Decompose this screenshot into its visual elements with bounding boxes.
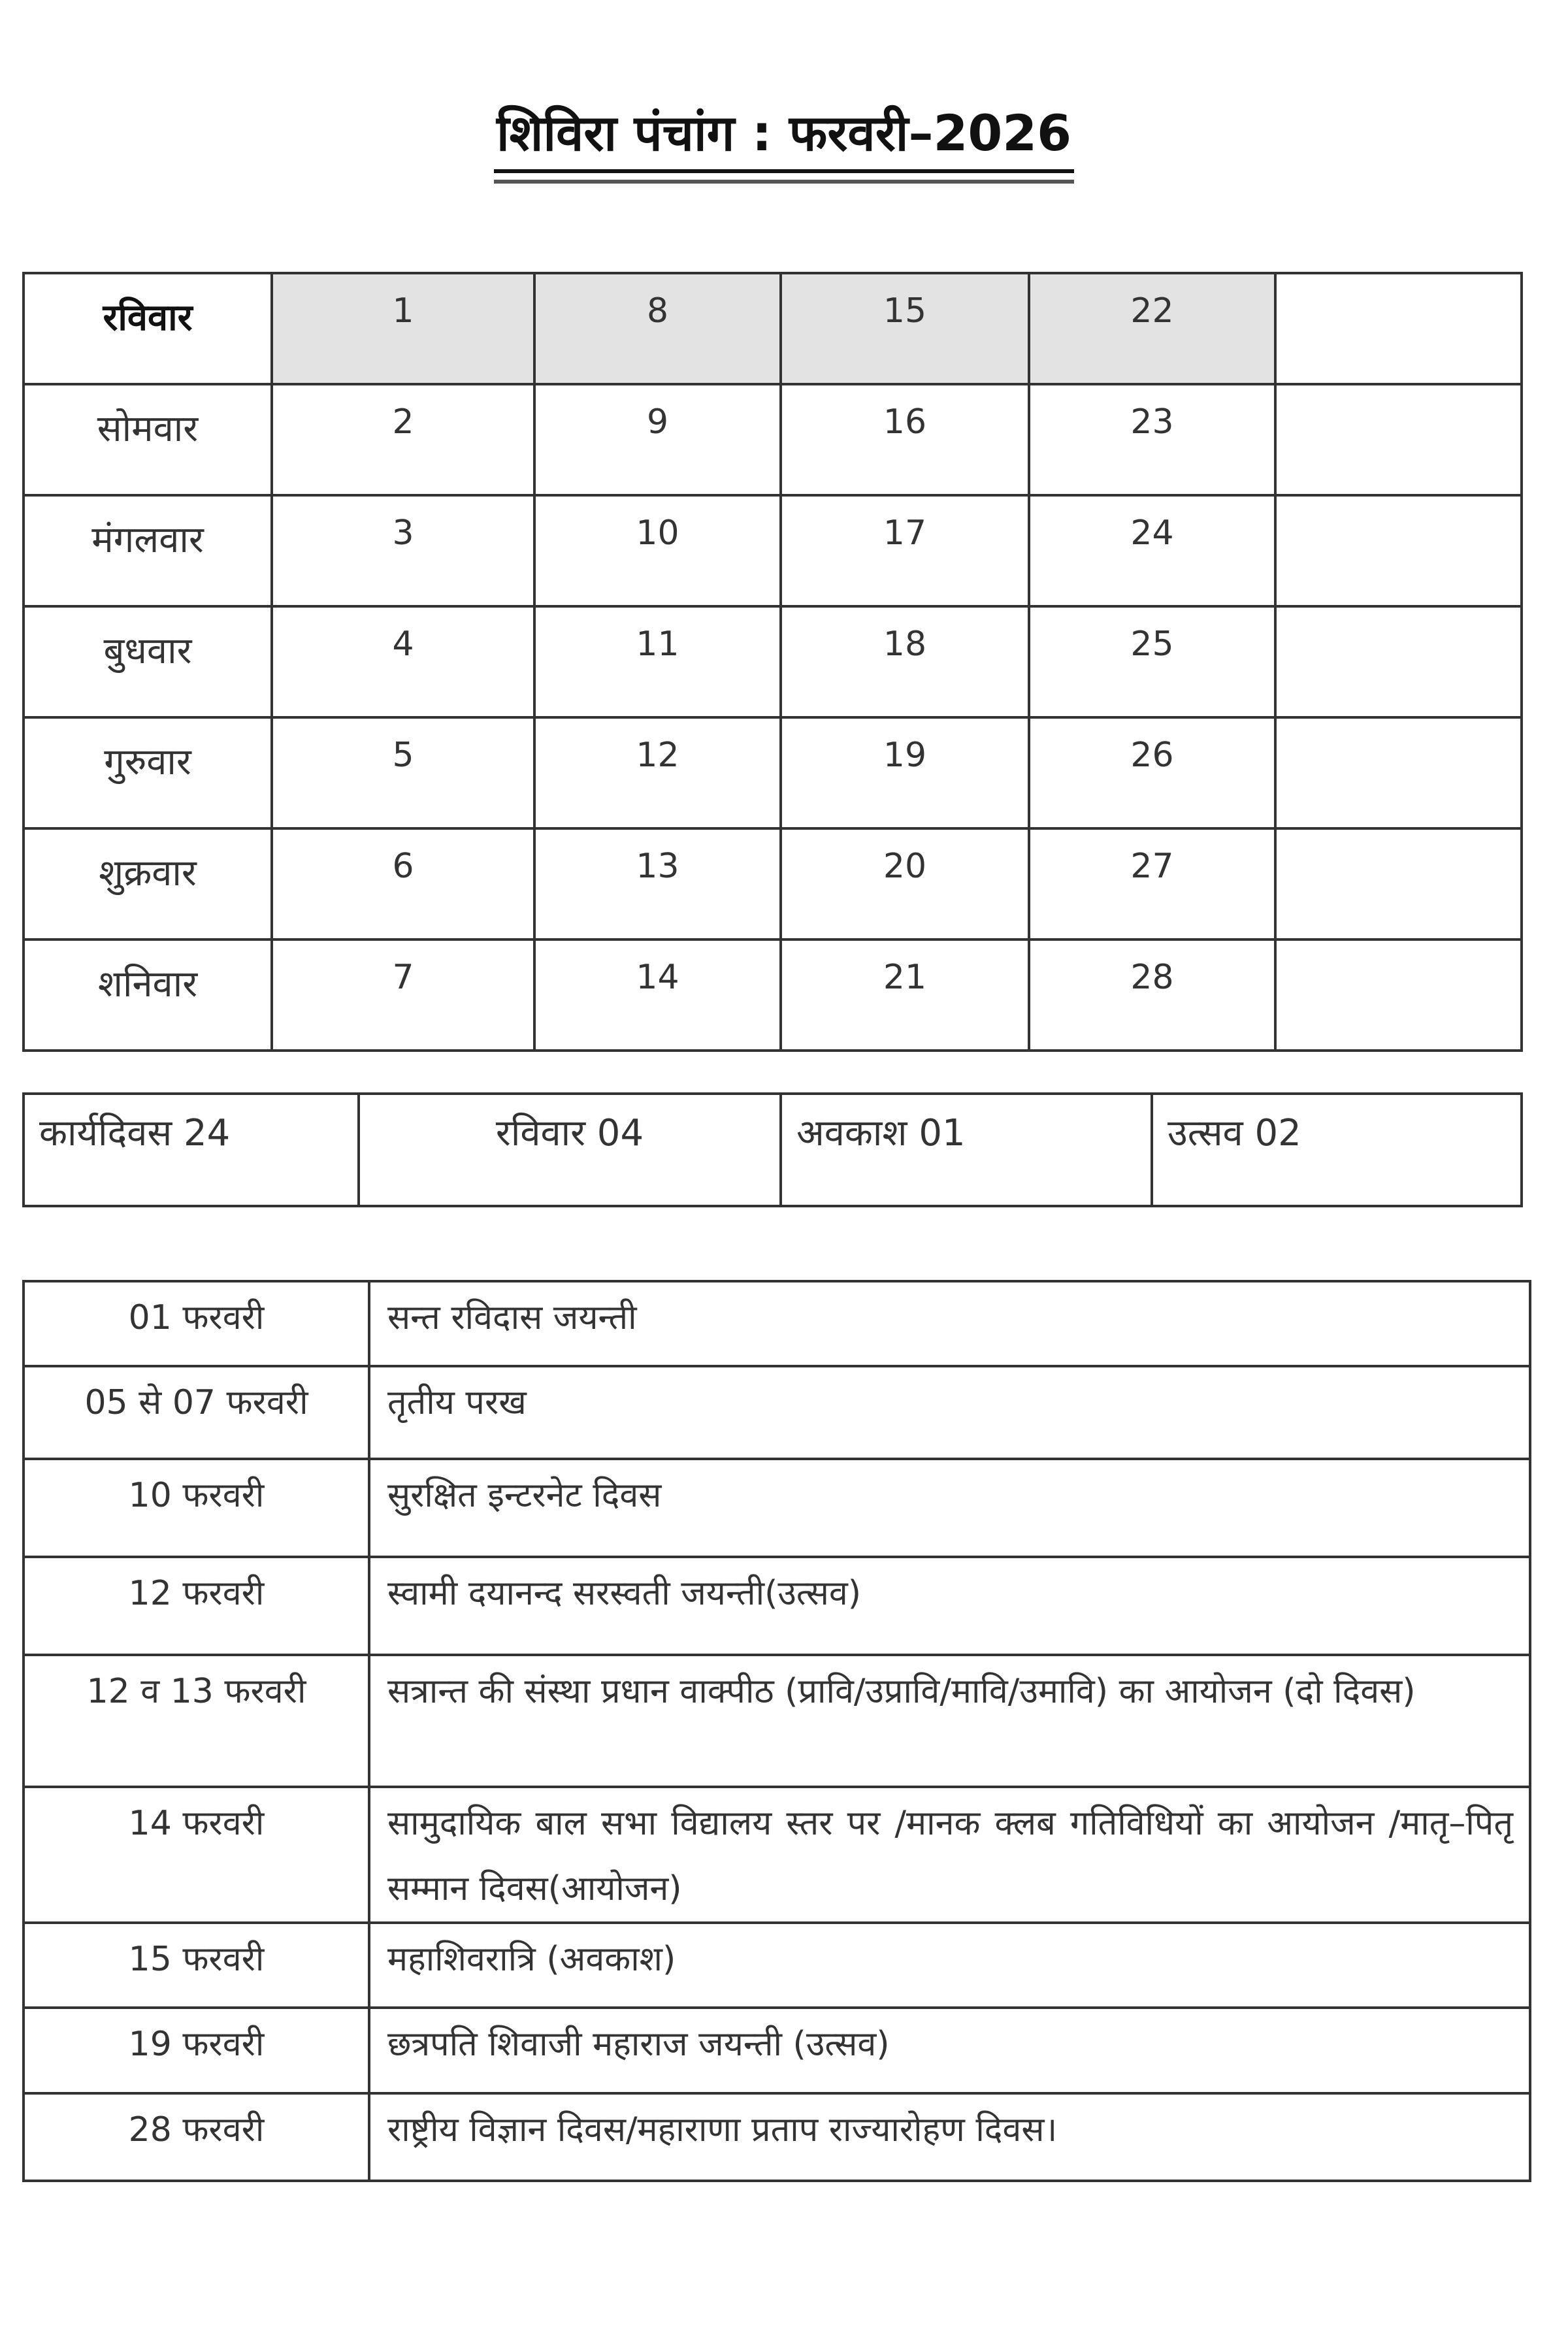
date-cell: 11 <box>534 606 781 717</box>
calendar-table <box>22 272 1523 1052</box>
calendar-row <box>24 606 1522 717</box>
date-cell: 15 <box>781 273 1029 384</box>
event-date: 28 फरवरी <box>24 2093 369 2181</box>
event-row <box>24 2093 1530 2181</box>
summary-row <box>24 1094 1522 1206</box>
event-date: 12 व 13 फरवरी <box>24 1655 369 1787</box>
weekday-label: बुधवार <box>24 606 272 717</box>
event-row <box>24 1366 1530 1459</box>
calendar-row <box>24 717 1522 828</box>
working-days-count: कार्यदिवस 24 <box>24 1094 359 1206</box>
date-cell: 21 <box>781 939 1029 1051</box>
date-cell: 22 <box>1029 273 1275 384</box>
event-row <box>24 1655 1530 1787</box>
weekday-label: शुक्रवार <box>24 828 272 939</box>
date-cell: 1 <box>272 273 534 384</box>
event-date: 19 फरवरी <box>24 2008 369 2093</box>
event-date: 10 फरवरी <box>24 1459 369 1557</box>
date-cell: 8 <box>534 273 781 384</box>
calendar-row <box>24 384 1522 495</box>
date-cell <box>1275 828 1522 939</box>
event-description: सत्रान्त की संस्था प्रधान वाक्पीठ (प्रावि/उप्रावि/मावि/उमावि) का आयोजन (दो दिवस) <box>369 1655 1530 1787</box>
date-cell: 24 <box>1029 495 1275 606</box>
event-date: 15 फरवरी <box>24 1923 369 2008</box>
date-cell: 9 <box>534 384 781 495</box>
events-table <box>22 1280 1531 2182</box>
event-description: सन्त रविदास जयन्ती <box>369 1281 1530 1366</box>
calendar-row <box>24 828 1522 939</box>
date-cell: 4 <box>272 606 534 717</box>
calendar-row <box>24 939 1522 1051</box>
date-cell <box>1275 606 1522 717</box>
event-date: 14 फरवरी <box>24 1787 369 1923</box>
date-cell <box>1275 939 1522 1051</box>
date-cell: 26 <box>1029 717 1275 828</box>
date-cell: 6 <box>272 828 534 939</box>
event-row <box>24 2008 1530 2093</box>
weekday-label: सोमवार <box>24 384 272 495</box>
date-cell <box>1275 495 1522 606</box>
date-cell: 16 <box>781 384 1029 495</box>
page-title-text: शिविरा पंचांग : फरवरी–2026 <box>494 98 1074 173</box>
date-cell: 23 <box>1029 384 1275 495</box>
event-date: 01 फरवरी <box>24 1281 369 1366</box>
festivals-count: उत्सव 02 <box>1152 1094 1522 1206</box>
event-date: 05 से 07 फरवरी <box>24 1366 369 1459</box>
date-cell: 19 <box>781 717 1029 828</box>
date-cell: 7 <box>272 939 534 1051</box>
event-description: सामुदायिक बाल सभा विद्यालय स्तर पर /मानक क्लब गतिविधियों का आयोजन /मातृ–पितृ सम्मान दिवस(आयोजन) <box>369 1787 1530 1923</box>
event-row <box>24 1923 1530 2008</box>
weekday-label: गुरुवार <box>24 717 272 828</box>
event-row <box>24 1281 1530 1366</box>
event-date: 12 फरवरी <box>24 1557 369 1655</box>
event-description: तृतीय परख <box>369 1366 1530 1459</box>
date-cell: 3 <box>272 495 534 606</box>
event-description: राष्ट्रीय विज्ञान दिवस/महाराणा प्रताप राज्यारोहण दिवस। <box>369 2093 1530 2181</box>
date-cell: 20 <box>781 828 1029 939</box>
date-cell: 17 <box>781 495 1029 606</box>
calendar-row <box>24 495 1522 606</box>
date-cell: 10 <box>534 495 781 606</box>
weekday-label: रविवार <box>24 273 272 384</box>
date-cell: 25 <box>1029 606 1275 717</box>
weekday-label: मंगलवार <box>24 495 272 606</box>
weekday-label: शनिवार <box>24 939 272 1051</box>
page-title <box>0 98 1568 173</box>
date-cell: 13 <box>534 828 781 939</box>
event-description: सुरक्षित इन्टरनेट दिवस <box>369 1459 1530 1557</box>
date-cell: 5 <box>272 717 534 828</box>
date-cell <box>1275 384 1522 495</box>
date-cell <box>1275 273 1522 384</box>
event-description: महाशिवरात्रि (अवकाश) <box>369 1923 1530 2008</box>
date-cell: 12 <box>534 717 781 828</box>
event-description: स्वामी दयानन्द सरस्वती जयन्ती(उत्सव) <box>369 1557 1530 1655</box>
holidays-count: अवकाश 01 <box>781 1094 1152 1206</box>
date-cell: 27 <box>1029 828 1275 939</box>
event-row <box>24 1459 1530 1557</box>
calendar-summary <box>22 1092 1523 1207</box>
date-cell: 18 <box>781 606 1029 717</box>
date-cell: 14 <box>534 939 781 1051</box>
date-cell <box>1275 717 1522 828</box>
calendar-row <box>24 273 1522 384</box>
event-row <box>24 1787 1530 1923</box>
date-cell: 28 <box>1029 939 1275 1051</box>
date-cell: 2 <box>272 384 534 495</box>
sundays-count: रविवार 04 <box>359 1094 781 1206</box>
event-description: छत्रपति शिवाजी महाराज जयन्ती (उत्सव) <box>369 2008 1530 2093</box>
event-row <box>24 1557 1530 1655</box>
